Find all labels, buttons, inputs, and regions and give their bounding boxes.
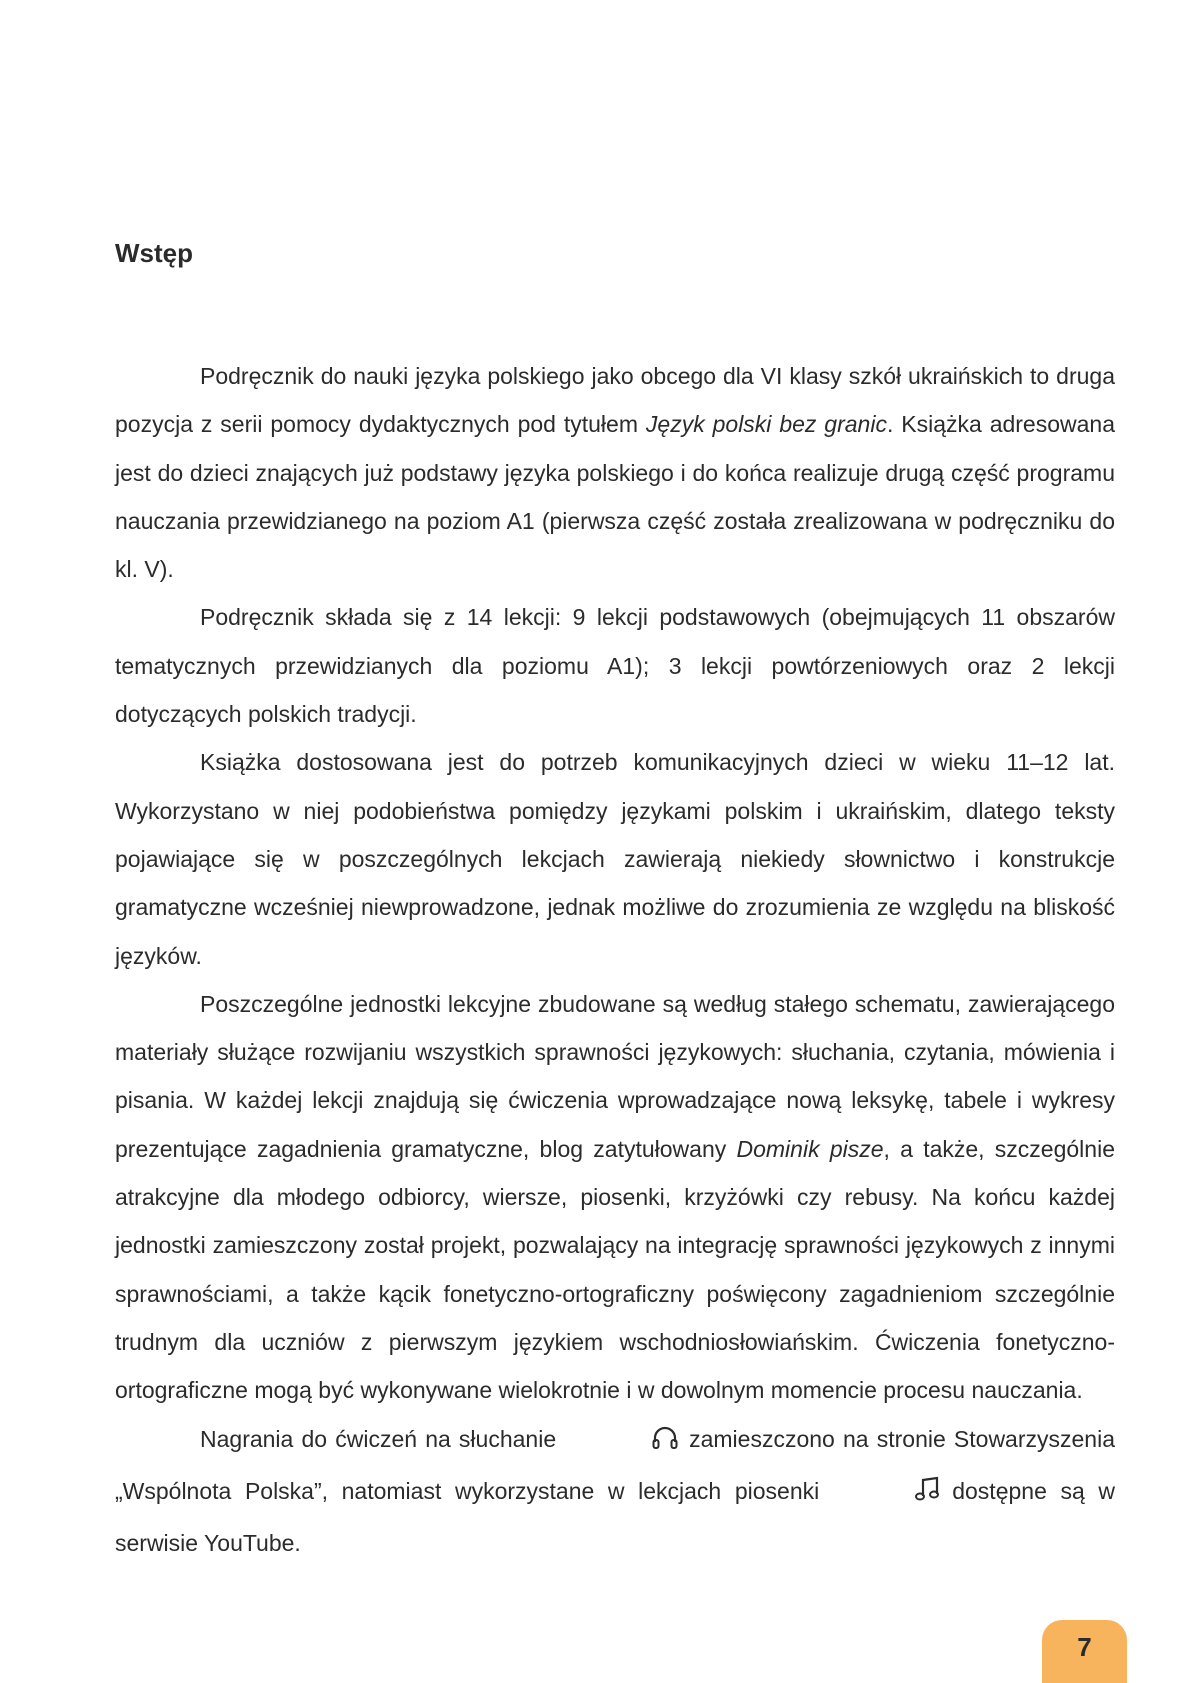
paragraph-1-text-c: . Książka adresowana jest do dzieci znających już podstawy języka polskiego i do końca realizuje drugą część programu nauczania przewidzianego na poziom A1 (pierwsza część została zrealizowana w podręczniku do kl. V).: [115, 411, 1116, 583]
paragraph-4-text-c: , a także, szczególnie atrakcyjne dla młodego odbiorcy, wiersze, piosenki, krzyżówki czy rebusy. Na końcu każdej jednostki zamieszczony został projekt, pozwalający na integrację sprawności językowych z innymi sprawnościami, a także kącik fonetyczno-ortograficzny poświęcony zagadnieniom szczególnie trudnym dla uczniów z pierwszym językiem wschodniosłowiańskim. Ćwiczenia fonetyczno-ortograficzne mogą być wykonywane wielokrotnie i w dowolnym momencie procesu nauczania.: [115, 1135, 1115, 1404]
paragraph-5: [115, 1415, 1115, 1568]
paragraph-5-text-c: dostępne są w serwisie YouTube.: [115, 1477, 1115, 1557]
body-text: [115, 352, 1115, 1567]
paragraph-3: Książka dostosowana jest do potrzeb komunikacyjnych dzieci w wieku 11–12 lat. Wykorzystano w niej podobieństwa pomiędzy językami polskim i ukraińskim, dlatego teksty pojawiające się w poszczególnych lekcjach zawierają niekiedy słownictwo i konstrukcje gramatyczne wcześniej niewprowadzone, jednak możliwe do zrozumienia ze względu na bliskość języków.: [115, 749, 1115, 969]
paragraph-5-text-b: zamieszczono na stronie Stowarzyszenia „Wspólnota Polska”, natomiast wykorzystane w lekcjach piosenki: [115, 1425, 1115, 1504]
paragraph-5-text-a: Nagrania do ćwiczeń na słuchanie: [200, 1425, 557, 1452]
headphones-icon: [566, 1419, 679, 1467]
paragraph-4-text-a: Poszczególne jednostki lekcyjne zbudowane są według stałego schematu, zawierającego materiały służące rozwijaniu wszystkich sprawności językowych: słuchania, czytania, mówienia i pisania. W każdej lekcji znajdują się ćwiczenia wprowadzające nową leksykę, tabele i wykresy prezentujące zagadnienia gramatyczne, blog zatytułowany: [115, 990, 1115, 1162]
book-title: Język polski bez granic: [645, 411, 887, 438]
page-number: 7: [1077, 1632, 1092, 1662]
paragraph-1: [115, 352, 1115, 593]
blog-title: Dominik pisze: [736, 1135, 884, 1162]
paragraph-4: [115, 980, 1115, 1415]
music-note-icon: [829, 1471, 942, 1519]
paragraph-1-text-a: Podręcznik do nauki języka polskiego jako obcego dla VI klasy szkół ukraińskich to druga pozycja z serii pomocy dydaktycznych pod tytułem: [115, 363, 1115, 438]
paragraph-2: Podręcznik składa się z 14 lekcji: 9 lekcji podstawowych (obejmujących 11 obszarów tematycznych przewidzianych dla poziomu A1); 3 lekcji powtórzeniowych oraz 2 lekcji dotyczących polskich tradycji.: [115, 604, 1115, 728]
section-heading: Wstęp: [115, 238, 193, 268]
page-number-badge: [1042, 1620, 1127, 1683]
